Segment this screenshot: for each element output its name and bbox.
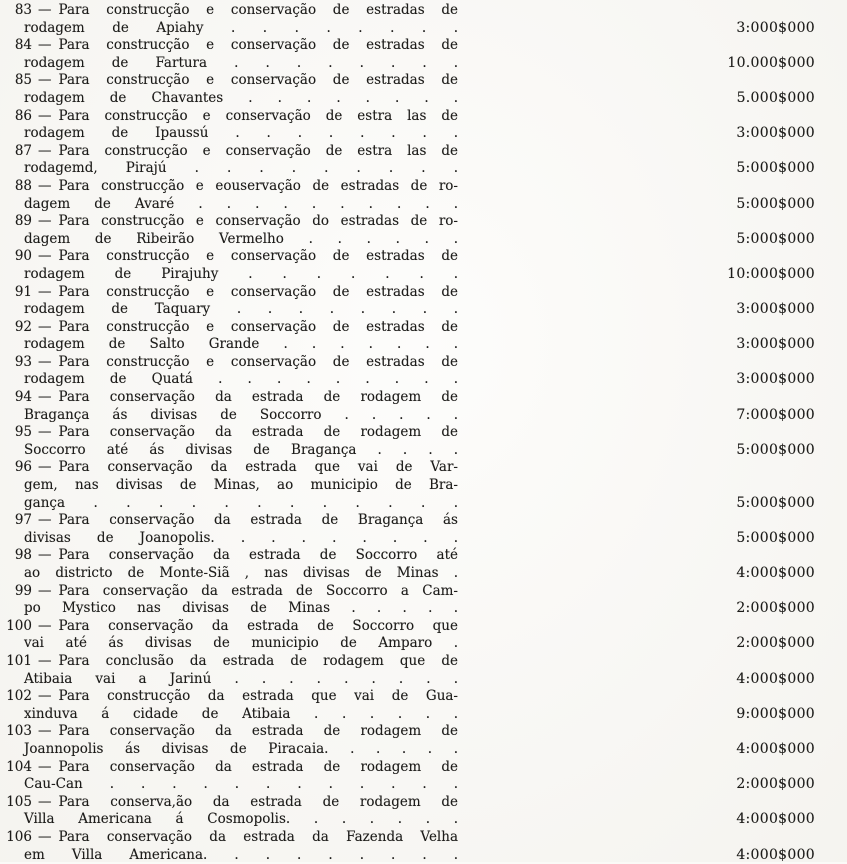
entry-first-line — [6, 459, 458, 477]
entry-text-continuation: ao districto de Monte-Siã , nas divisas de Minas . — [6, 565, 458, 583]
entry-dash: — — [38, 248, 52, 266]
entry-amount: 9:000$000 — [458, 706, 815, 724]
entry-first-line — [6, 389, 458, 407]
entry-text: Para construcção e conservação de estradas de — [59, 248, 459, 266]
entry-number: 101 — [6, 653, 32, 671]
entry-text: Para construcção e conservação de estradas de — [59, 72, 459, 90]
budget-entry — [6, 108, 815, 143]
entry-text: Para conservação da estrada de rodagem de — [59, 723, 459, 741]
budget-entry — [6, 37, 815, 72]
entry-description — [6, 829, 458, 864]
entry-number: 88 — [6, 178, 32, 196]
entry-number: 90 — [6, 248, 32, 266]
entry-dash: — — [38, 583, 52, 601]
entry-first-line — [6, 248, 458, 266]
entry-dash: — — [38, 284, 52, 302]
entry-description — [6, 424, 458, 459]
entry-text: Para construcção e conservação de estradas de — [59, 319, 459, 337]
entry-dash: — — [38, 759, 52, 777]
entry-first-line — [6, 759, 458, 777]
entry-amount: 10:000$000 — [458, 266, 815, 284]
entry-text: Para conservação da estrada da Fazenda Velha — [59, 829, 459, 847]
entry-text: Para construcção e conservação de estradas de — [59, 2, 459, 20]
entry-text-continuation: Villa Americana á Cosmopolis. . . . . . . — [6, 811, 458, 829]
entry-dash: — — [38, 459, 52, 477]
entry-description — [6, 143, 458, 178]
entry-text-continuation: rodagem de Ipaussú . . . . . . . . — [6, 125, 458, 143]
entry-description — [6, 583, 458, 618]
entry-text-continuation: gem, nas divisas de Minas, ao municipio de Bra- — [6, 477, 458, 495]
entry-first-line — [6, 284, 458, 302]
entries-list — [6, 2, 815, 864]
entry-description — [6, 178, 458, 213]
entry-description — [6, 319, 458, 354]
entry-description — [6, 794, 458, 829]
entry-description — [6, 653, 458, 688]
entry-amount: 7:000$000 — [458, 407, 815, 425]
entry-dash: — — [38, 72, 52, 90]
entry-dash: — — [38, 512, 52, 530]
budget-entry — [6, 459, 815, 512]
entry-first-line — [6, 354, 458, 372]
entry-first-line — [6, 618, 458, 636]
entry-first-line — [6, 108, 458, 126]
entry-number: 94 — [6, 389, 32, 407]
entry-dash: — — [38, 723, 52, 741]
entry-number: 99 — [6, 583, 32, 601]
entry-number: 86 — [6, 108, 32, 126]
entry-dash: — — [38, 319, 52, 337]
entry-text-continuation: rodagem de Salto Grande . . . . . . . — [6, 336, 458, 354]
budget-entry — [6, 178, 815, 213]
entry-dash: — — [38, 618, 52, 636]
entry-text-continuation: xinduva á cidade de Atibaia . . . . . . — [6, 706, 458, 724]
budget-entry — [6, 248, 815, 283]
budget-entry — [6, 583, 815, 618]
entry-number: 105 — [6, 794, 32, 812]
entry-text: Para conservação da estrada de rodagem de — [59, 424, 459, 442]
entry-text: Para conservação da estrada de Soccorro a Cam- — [59, 583, 459, 601]
entry-description — [6, 723, 458, 758]
entry-number: 83 — [6, 2, 32, 20]
entry-amount: 2:000$000 — [458, 776, 815, 794]
entry-first-line — [6, 583, 458, 601]
budget-entry — [6, 72, 815, 107]
entry-amount: 4:000$000 — [458, 671, 815, 689]
entry-amount: 4:000$000 — [458, 847, 815, 864]
entry-number: 96 — [6, 459, 32, 477]
entry-description — [6, 284, 458, 319]
entry-amount: 5:000$000 — [458, 231, 815, 249]
budget-entry — [6, 829, 815, 864]
entry-text-continuation: dagem de Ribeirão Vermelho . . . . . . — [6, 231, 458, 249]
entry-dash: — — [38, 213, 52, 231]
entry-first-line — [6, 723, 458, 741]
budget-entry — [6, 512, 815, 547]
entry-number: 84 — [6, 37, 32, 55]
entry-first-line — [6, 178, 458, 196]
entry-dash: — — [38, 547, 52, 565]
entry-first-line — [6, 213, 458, 231]
entry-dash: — — [38, 2, 52, 20]
entry-text: Para conservação da estrada que vai de Var- — [59, 459, 459, 477]
entry-text: Para conclusão da estrada de rodagem que de — [59, 653, 459, 671]
entry-text: Para construcção e conservação de estradas de — [59, 284, 459, 302]
entry-number: 104 — [6, 759, 32, 777]
entry-number: 87 — [6, 143, 32, 161]
entry-text-continuation: vai até ás divisas de municipio de Amparo . — [6, 635, 458, 653]
entry-text-continuation: Cau-Can . . . . . . . . . . . . — [6, 776, 458, 794]
entry-description — [6, 688, 458, 723]
entry-amount: 2:000$000 — [458, 600, 815, 618]
entry-number: 93 — [6, 354, 32, 372]
entry-text-continuation: gança . . . . . . . . . . . . — [6, 495, 458, 513]
budget-entry — [6, 319, 815, 354]
entry-amount: 3:000$000 — [458, 371, 815, 389]
entry-description — [6, 72, 458, 107]
entry-text: Para conservação da estrada de Soccorro que — [59, 618, 459, 636]
entry-text: Para construcção e conservação de estradas de — [59, 37, 459, 55]
entry-text-continuation: divisas de Joanopolis. . . . . . . . . — [6, 530, 458, 548]
entry-dash: — — [38, 178, 52, 196]
entry-description — [6, 759, 458, 794]
entry-text-continuation: rodagem de Chavantes . . . . . . . . — [6, 90, 458, 108]
entry-first-line — [6, 512, 458, 530]
entry-description — [6, 213, 458, 248]
entry-number: 91 — [6, 284, 32, 302]
budget-entry — [6, 723, 815, 758]
entry-dash: — — [38, 37, 52, 55]
entry-description — [6, 512, 458, 547]
entry-number: 95 — [6, 424, 32, 442]
entry-number: 106 — [6, 829, 32, 847]
entry-description — [6, 618, 458, 653]
entry-dash: — — [38, 794, 52, 812]
entry-text-continuation: po Mystico nas divisas de Minas . . . . . — [6, 600, 458, 618]
entry-dash: — — [38, 389, 52, 407]
entry-text: Para conserva,ão da estrada de rodagem de — [59, 794, 459, 812]
entry-amount: 4:000$000 — [458, 811, 815, 829]
entry-description — [6, 389, 458, 424]
entry-text-continuation: rodagem de Apiahy . . . . . . . . — [6, 20, 458, 38]
entry-dash: — — [38, 829, 52, 847]
budget-entry — [6, 213, 815, 248]
entry-first-line — [6, 2, 458, 20]
entry-first-line — [6, 794, 458, 812]
entry-text: Para construcção da estrada que vai de Gua- — [59, 688, 459, 706]
entry-number: 85 — [6, 72, 32, 90]
entry-text-continuation: rodagem de Taquary . . . . . . . . — [6, 301, 458, 319]
entry-text-continuation: rodagem de Pirajuhy . . . . . . . — [6, 266, 458, 284]
entry-amount: 4:000$000 — [458, 565, 815, 583]
budget-entry — [6, 794, 815, 829]
budget-entry — [6, 389, 815, 424]
entry-number: 89 — [6, 213, 32, 231]
entry-text-continuation: rodagem de Fartura . . . . . . . . — [6, 55, 458, 73]
entry-text-continuation: Atibaia vai a Jarinú . . . . . . . . . — [6, 671, 458, 689]
budget-entry — [6, 653, 815, 688]
entry-dash: — — [38, 688, 52, 706]
entry-description — [6, 547, 458, 582]
entry-number: 97 — [6, 512, 32, 530]
entry-text-continuation: em Villa Americana. . . . . . . . . — [6, 847, 458, 864]
budget-entry — [6, 547, 815, 582]
entry-number: 92 — [6, 319, 32, 337]
entry-dash: — — [38, 143, 52, 161]
entry-text: Para construcção e conservação de estra las de — [59, 108, 459, 126]
budget-entry — [6, 284, 815, 319]
budget-entry — [6, 688, 815, 723]
entry-text: Para construcção e eouservação de estradas de ro- — [59, 178, 459, 196]
entry-text: Para conservação da estrada de rodagem de — [59, 389, 459, 407]
entry-amount: 10.000$000 — [458, 55, 815, 73]
entry-dash: — — [38, 653, 52, 671]
entry-text: Para conservação da estrada de rodagem de — [59, 759, 459, 777]
entry-text: Para conservação da estrada de Soccorro até — [59, 547, 459, 565]
entry-amount: 5.000$000 — [458, 90, 815, 108]
entry-description — [6, 108, 458, 143]
entry-first-line — [6, 688, 458, 706]
entry-first-line — [6, 829, 458, 847]
entry-text-continuation: dagem de Avaré . . . . . . . . . . — [6, 196, 458, 214]
entry-dash: — — [38, 424, 52, 442]
entry-first-line — [6, 72, 458, 90]
entry-description — [6, 2, 458, 37]
entry-first-line — [6, 143, 458, 161]
entry-number: 103 — [6, 723, 32, 741]
entry-amount: 3:000$000 — [458, 125, 815, 143]
entry-first-line — [6, 653, 458, 671]
entry-description — [6, 37, 458, 72]
entry-first-line — [6, 319, 458, 337]
entry-text: Para conservação da estrada de Bragança ás — [59, 512, 459, 530]
entry-text-continuation: rodagem de Quatá . . . . . . . . . — [6, 371, 458, 389]
entry-amount: 5:000$000 — [458, 495, 815, 513]
entry-amount: 3:000$000 — [458, 301, 815, 319]
entry-text-continuation: rodagemd, Pirajú . . . . . . . . . — [6, 160, 458, 178]
entry-first-line — [6, 547, 458, 565]
entry-dash: — — [38, 354, 52, 372]
entry-description — [6, 459, 458, 512]
entry-amount: 2:000$000 — [458, 635, 815, 653]
entry-amount: 3:000$000 — [458, 20, 815, 38]
budget-entry — [6, 354, 815, 389]
entry-amount: 5:000$000 — [458, 160, 815, 178]
entry-first-line — [6, 37, 458, 55]
entry-description — [6, 354, 458, 389]
entry-amount: 3:000$000 — [458, 336, 815, 354]
entry-text-continuation: Joannopolis ás divisas de Piracaia. . . . . . — [6, 741, 458, 759]
entry-first-line — [6, 424, 458, 442]
entry-text: Para construcção e conservação de estra las de — [59, 143, 459, 161]
budget-entry — [6, 424, 815, 459]
entry-description — [6, 248, 458, 283]
entry-amount: 5:000$000 — [458, 530, 815, 548]
budget-entry — [6, 759, 815, 794]
entry-dash: — — [38, 108, 52, 126]
entry-text: Para construcção e conservação de estradas de — [59, 354, 459, 372]
entry-number: 102 — [6, 688, 32, 706]
entry-amount: 4:000$000 — [458, 741, 815, 759]
budget-entry — [6, 143, 815, 178]
budget-entry — [6, 618, 815, 653]
entry-number: 100 — [6, 618, 32, 636]
entry-number: 98 — [6, 547, 32, 565]
budget-entry — [6, 2, 815, 37]
entry-text-continuation: Soccorro até ás divisas de Bragança . . . . — [6, 442, 458, 460]
entry-text-continuation: Bragança ás divisas de Soccorro . . . . . — [6, 407, 458, 425]
entry-amount: 5:000$000 — [458, 196, 815, 214]
entry-amount: 5:000$000 — [458, 442, 815, 460]
entry-text: Para construcção e conservação do estradas de ro- — [59, 213, 459, 231]
